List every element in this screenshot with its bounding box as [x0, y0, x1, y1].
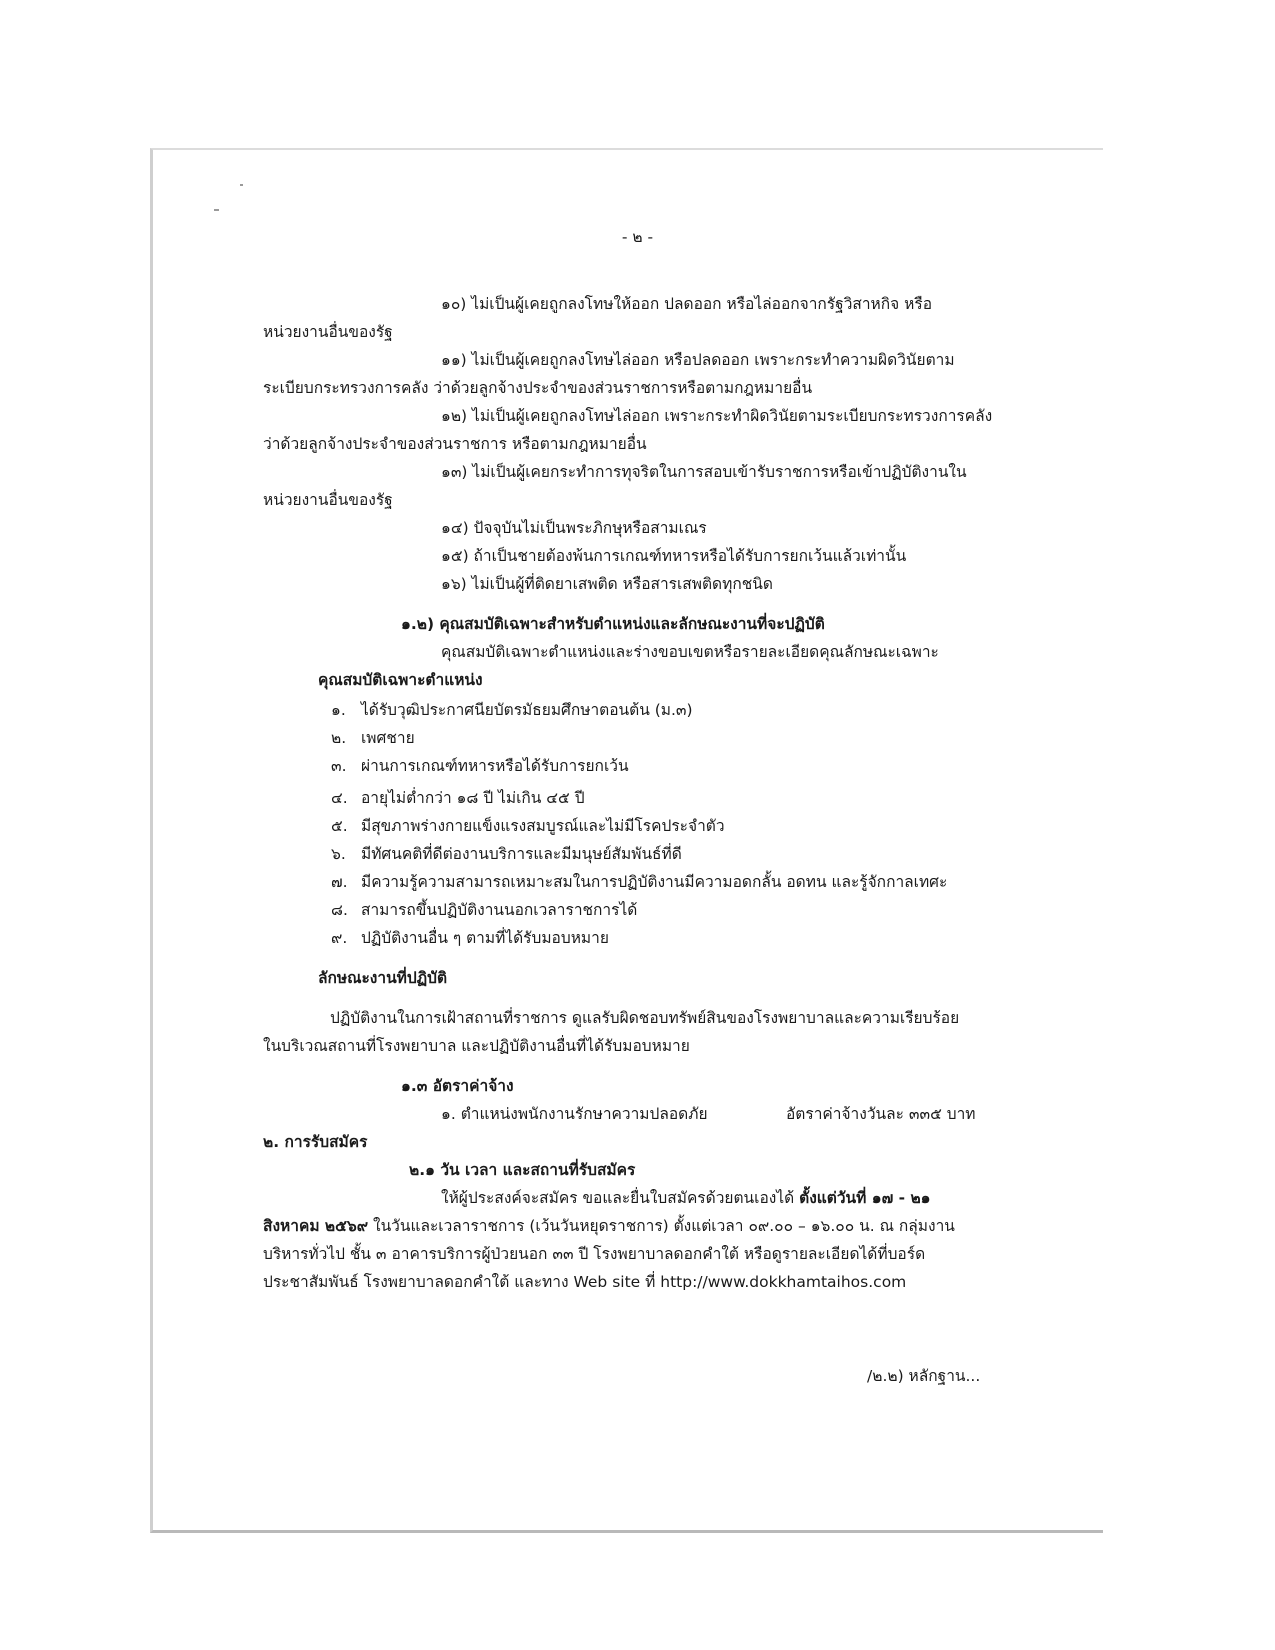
qualification-item-number: ๕.	[331, 817, 348, 835]
qualification-item-number: ๙.	[331, 929, 348, 947]
position-qualifications-heading: คุณสมบัติเฉพาะตำแหน่ง	[318, 671, 483, 689]
qualification-item-text: ได้รับวุฒิประกาศนียบัตรมัธยมศึกษาตอนต้น (ม.๓)	[361, 701, 693, 719]
qualification-item-text: อายุไม่ต่ำกว่า ๑๘ ปี ไม่เกิน ๔๕ ปี	[361, 789, 585, 807]
position-qualification-item	[331, 816, 725, 836]
job-description-heading: ลักษณะงานที่ปฏิบัติ	[318, 969, 448, 987]
position-qualification-item	[331, 844, 682, 864]
qualification-16: ๑๖) ไม่เป็นผู้ที่ติดยาเสพติด หรือสารเสพติดทุกชนิด	[441, 575, 773, 593]
position-qualification-item	[331, 872, 947, 892]
wage-position: ๑. ตำแหน่งพนักงานรักษาความปลอดภัย	[441, 1105, 708, 1123]
qualification-item-text: เพศชาย	[361, 729, 415, 747]
qualification-item-number: ๑.	[331, 701, 346, 719]
qualification-item-number: ๗.	[331, 873, 348, 891]
qualification-item-number: ๒.	[331, 729, 347, 747]
position-qualification-item	[331, 728, 415, 748]
application-paragraph-line3: บริหารทั่วไป ชั้น ๓ อาคารบริการผู้ป่วยนอก ๓๓ ปี โรงพยาบาลดอกคำใต้ หรือดูรายละเอียดได้ที่บอร์ด	[263, 1245, 926, 1263]
section-2-heading: ๒. การรับสมัคร	[263, 1133, 368, 1151]
qualification-14: ๑๔) ปัจจุบันไม่เป็นพระภิกษุหรือสามเณร	[441, 519, 707, 537]
job-description-line2: ในบริเวณสถานที่โรงพยาบาล และปฏิบัติงานอื่นที่ได้รับมอบหมาย	[263, 1037, 690, 1055]
qualification-item-number: ๘.	[331, 901, 348, 919]
qualification-10-line2: หน่วยงานอื่นของรัฐ	[263, 323, 393, 341]
qualification-item-text: สามารถขึ้นปฏิบัติงานนอกเวลาราชการได้	[361, 901, 638, 919]
qualification-item-text: ปฏิบัติงานอื่น ๆ ตามที่ได้รับมอบหมาย	[361, 929, 609, 947]
application-paragraph-line1	[441, 1188, 931, 1208]
section-1-2-intro: คุณสมบัติเฉพาะตำแหน่งและร่างขอบเขตหรือรายละเอียดคุณลักษณะเฉพาะ	[441, 643, 939, 661]
scan-speck	[240, 184, 243, 186]
qualification-13-line2: หน่วยงานอื่นของรัฐ	[263, 491, 393, 509]
qualification-item-text: มีความรู้ความสามารถเหมาะสมในการปฏิบัติงานมีความอดกลั้น อดทน และรู้จักกาลเทศะ	[361, 873, 948, 891]
qualification-item-text: มีสุขภาพร่างกายแข็งแรงสมบูรณ์และไม่มีโรคประจำตัว	[361, 817, 725, 835]
qualification-item-number: ๖.	[331, 845, 346, 863]
application-text: ให้ผู้ประสงค์จะสมัคร ขอและยื่นใบสมัครด้วยตนเองได้	[441, 1189, 800, 1207]
qualification-10-line1: ๑๐) ไม่เป็นผู้เคยถูกลงโทษให้ออก ปลดออก หรือไล่ออกจากรัฐวิสาหกิจ หรือ	[441, 295, 933, 313]
position-qualification-item	[331, 928, 609, 948]
qualification-12-line1: ๑๒) ไม่เป็นผู้เคยถูกลงโทษไล่ออก เพราะกระทำผิดวินัยตามระเบียบกระทรวงการคลัง	[441, 407, 993, 425]
section-2-1-heading: ๒.๑ วัน เวลา และสถานที่รับสมัคร	[409, 1161, 636, 1179]
scan-speck	[214, 209, 219, 211]
application-paragraph-line2	[263, 1216, 955, 1236]
qualification-item-text: ผ่านการเกณฑ์ทหารหรือได้รับการยกเว้น	[361, 757, 629, 775]
qualification-11-line1: ๑๑) ไม่เป็นผู้เคยถูกลงโทษไล่ออก หรือปลดออก เพราะกระทำความผิดวินัยตาม	[441, 351, 955, 369]
qualification-item-number: ๓.	[331, 757, 347, 775]
qualification-item-text: มีทัศนคติที่ดีต่องานบริการและมีมนุษย์สัมพันธ์ที่ดี	[361, 845, 682, 863]
qualification-11-line2: ระเบียบกระทรวงการคลัง ว่าด้วยลูกจ้างประจำของส่วนราชการหรือตามกฎหมายอื่น	[263, 379, 813, 397]
qualification-15: ๑๕) ถ้าเป็นชายต้องพ้นการเกณฑ์ทหารหรือได้รับการยกเว้นแล้วเท่านั้น	[441, 547, 907, 565]
qualification-item-number: ๔.	[331, 789, 348, 807]
page-number: - ๒ -	[621, 228, 654, 246]
application-paragraph-line4: ประชาสัมพันธ์ โรงพยาบาลดอกคำใต้ และทาง Web site ที่ http://www.dokkhamtaihos.com	[263, 1273, 907, 1291]
job-description-line1: ปฏิบัติงานในการเฝ้าสถานที่ราชการ ดูแลรับผิดชอบทรัพย์สินของโรงพยาบาลและความเรียบร้อย	[330, 1009, 960, 1027]
application-month-year: สิงหาคม ๒๕๖๙	[263, 1217, 369, 1235]
section-1-3-heading: ๑.๓ อัตราค่าจ้าง	[401, 1077, 514, 1095]
application-hours: ในวันและเวลาราชการ (เว้นวันหยุดราชการ) ตั้งแต่เวลา ๐๙.๐๐ – ๑๖.๐๐ น. ณ กลุ่มงาน	[368, 1217, 955, 1235]
wage-rate: อัตราค่าจ้างวันละ ๓๓๕ บาท	[786, 1105, 976, 1123]
position-qualification-item	[331, 700, 693, 720]
position-qualification-item	[331, 756, 629, 776]
qualification-12-line2: ว่าด้วยลูกจ้างประจำของส่วนราชการ หรือตามกฎหมายอื่น	[263, 435, 647, 453]
position-qualification-item	[331, 900, 637, 920]
application-date-range: ตั้งแต่วันที่ ๑๗ - ๒๑	[799, 1189, 931, 1207]
page-continuation: /๒.๒) หลักฐาน...	[867, 1367, 981, 1385]
position-qualification-item	[331, 788, 585, 808]
section-1-2-heading: ๑.๒) คุณสมบัติเฉพาะสำหรับตำแหน่งและลักษณะงานที่จะปฏิบัติ	[401, 615, 825, 633]
qualification-13-line1: ๑๓) ไม่เป็นผู้เคยกระทำการทุจริตในการสอบเข้ารับราชการหรือเข้าปฏิบัติงานใน	[441, 463, 967, 481]
